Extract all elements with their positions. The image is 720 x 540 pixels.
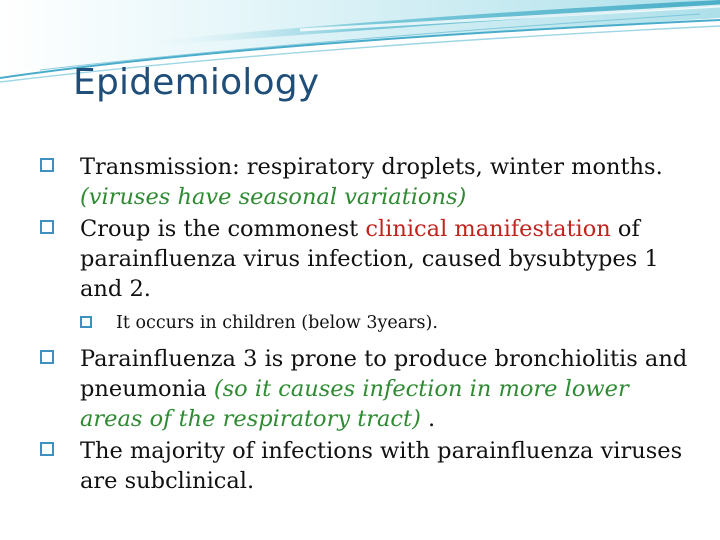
- hollow-square-bullet-icon: [40, 350, 54, 364]
- bullet-text: The majority of infections with parainfluenza viruses are subclinical.: [80, 438, 683, 494]
- clinical-manifestation-highlight: clinical manifestation: [365, 216, 611, 242]
- bullet-list: [40, 152, 690, 496]
- bullet-text-end: .: [420, 406, 436, 432]
- hollow-square-bullet-icon: [40, 220, 54, 234]
- hollow-square-bullet-icon: [80, 316, 92, 328]
- hollow-square-bullet-icon: [40, 442, 54, 456]
- bullet-text: Transmission: respiratory droplets, winter months.: [80, 154, 663, 180]
- bullet-text: Parainfluenza 3 is prone to produce bronchiolitis and pneumonia: [80, 346, 688, 402]
- bullet-transmission: [40, 152, 690, 212]
- bullet-parainfluenza-3: [40, 344, 690, 434]
- lower-respiratory-note: (so it causes infection in more lower areas of the respiratory tract): [80, 376, 629, 432]
- seasonal-note: (viruses have seasonal variations): [80, 184, 467, 210]
- slide-title: Epidemiology: [73, 62, 320, 103]
- bullet-text: Croup is the commonest: [80, 216, 366, 242]
- sub-bullet-text: It occurs in children (below 3years).: [116, 313, 438, 333]
- bullet-subclinical: [40, 436, 690, 496]
- hollow-square-bullet-icon: [40, 158, 54, 172]
- sub-bullet-children: [40, 310, 690, 336]
- bullet-croup: [40, 214, 690, 304]
- bullet-text-continued: of parainfluenza virus infection, caused bysubtypes 1 and 2.: [80, 216, 659, 302]
